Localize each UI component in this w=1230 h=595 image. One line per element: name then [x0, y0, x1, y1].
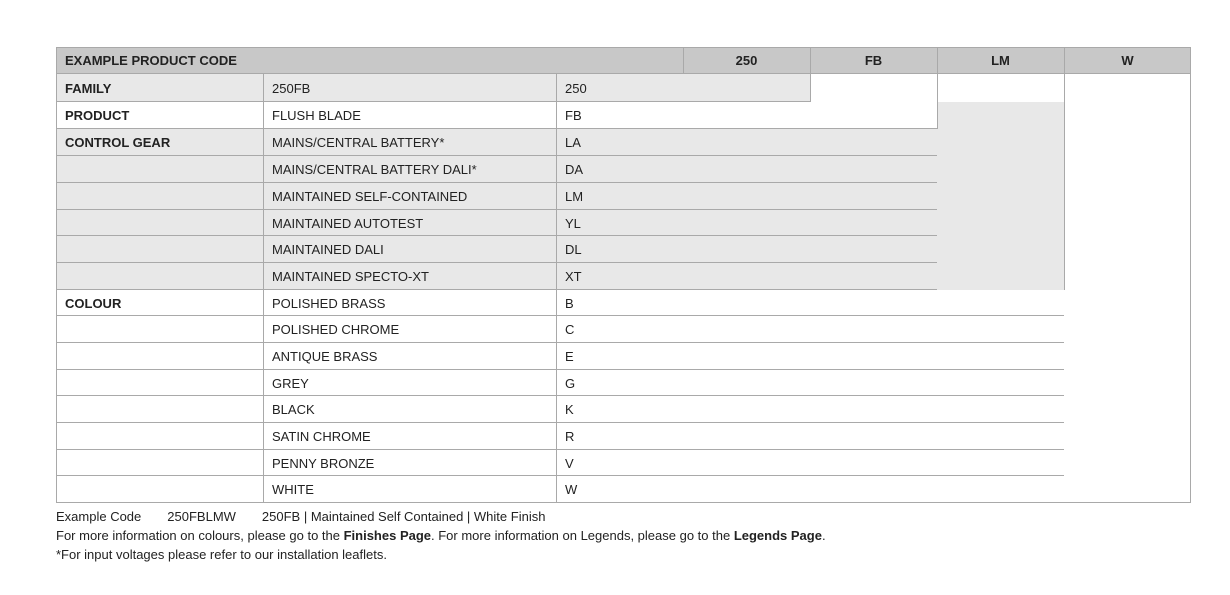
header-code-3: LM: [937, 47, 1064, 74]
header-divider: [810, 47, 811, 74]
row-rule: [56, 502, 1191, 503]
row-group-label: [56, 423, 263, 450]
header-divider: [683, 47, 684, 74]
row-code: LA: [556, 129, 937, 156]
example-code-value: 250FBLMW: [167, 509, 236, 524]
row-code: XT: [556, 263, 1064, 290]
example-code-line: [56, 509, 545, 524]
column-divider: [263, 74, 264, 503]
info-text-2: . For more information on Legends, please go to the: [431, 528, 734, 543]
row-group-label: PRODUCT: [65, 108, 130, 123]
row-description: GREY: [272, 375, 309, 391]
row-code: R: [565, 429, 575, 444]
row-description: MAINTAINED SPECTO-XT: [263, 263, 556, 290]
row-code: C: [565, 322, 575, 337]
row-group-label: [56, 316, 263, 343]
row-code: E: [565, 349, 574, 364]
row-description: MAINTAINED SELF-CONTAINED: [263, 183, 556, 210]
product-code-table: [56, 47, 1191, 505]
row-code: G: [565, 375, 576, 391]
row-group-label: FAMILY: [56, 74, 263, 102]
row-group-label: [56, 156, 263, 183]
row-description: 250FB: [263, 74, 556, 102]
row-group-label: [56, 343, 263, 370]
header-code-2: FB: [810, 47, 937, 74]
row-code: YL: [556, 210, 937, 236]
row-description: WHITE: [272, 482, 314, 497]
row-description: BLACK: [272, 402, 315, 417]
row-group-label: [56, 476, 263, 503]
example-code-description: 250FB | Maintained Self Contained | White Finish: [261, 509, 546, 524]
lm-column-shade: [937, 102, 1064, 290]
legends-page-link[interactable]: Legends Page: [733, 528, 822, 543]
row-description: ANTIQUE BRASS: [272, 349, 378, 364]
row-description: POLISHED CHROME: [272, 322, 400, 337]
row-description: MAINS/CENTRAL BATTERY DALI*: [263, 156, 556, 183]
header-divider: [937, 47, 938, 74]
row-group-label: [56, 450, 263, 476]
row-group-label: [56, 370, 263, 396]
row-description: MAINTAINED AUTOTEST: [263, 210, 556, 236]
row-code: DA: [556, 156, 937, 183]
stair-edge: [810, 74, 811, 102]
row-group-label: COLOUR: [65, 295, 122, 311]
example-code-label: Example Code: [56, 509, 142, 524]
column-divider: [556, 74, 557, 503]
row-description: POLISHED BRASS: [272, 295, 386, 311]
header-code-4: W: [1064, 47, 1191, 74]
row-group-label: [56, 236, 263, 263]
stair-edge: [937, 74, 938, 129]
row-description: SATIN CHROME: [272, 429, 371, 444]
row-description: FLUSH BLADE: [272, 108, 361, 123]
stair-edge: [1064, 74, 1065, 290]
row-group-label: CONTROL GEAR: [56, 129, 263, 156]
row-group-label: [56, 396, 263, 423]
example-product-code-heading: EXAMPLE PRODUCT CODE: [56, 47, 683, 74]
row-group-label: [56, 210, 263, 236]
row-code: K: [565, 402, 574, 417]
row-description: MAINTAINED DALI: [263, 236, 556, 263]
row-code: B: [565, 295, 574, 311]
row-code: V: [565, 455, 574, 471]
row-code: W: [565, 482, 578, 497]
header-divider: [1064, 47, 1065, 74]
row-code: LM: [556, 183, 937, 210]
row-code: DL: [556, 236, 937, 263]
row-description: MAINS/CENTRAL BATTERY*: [263, 129, 556, 156]
row-group-label: [56, 263, 263, 290]
info-text-3: .: [821, 528, 826, 543]
voltage-note: *For input voltages please refer to our installation leaflets.: [56, 547, 387, 562]
header-code-1: 250: [683, 47, 810, 74]
row-description: PENNY BRONZE: [272, 455, 375, 471]
info-line: [56, 528, 826, 543]
info-text-1: For more information on colours, please go to the: [56, 528, 344, 543]
row-code: FB: [565, 108, 582, 123]
row-code: 250: [556, 74, 810, 102]
row-group-label: [56, 183, 263, 210]
finishes-page-link[interactable]: Finishes Page: [343, 528, 432, 543]
